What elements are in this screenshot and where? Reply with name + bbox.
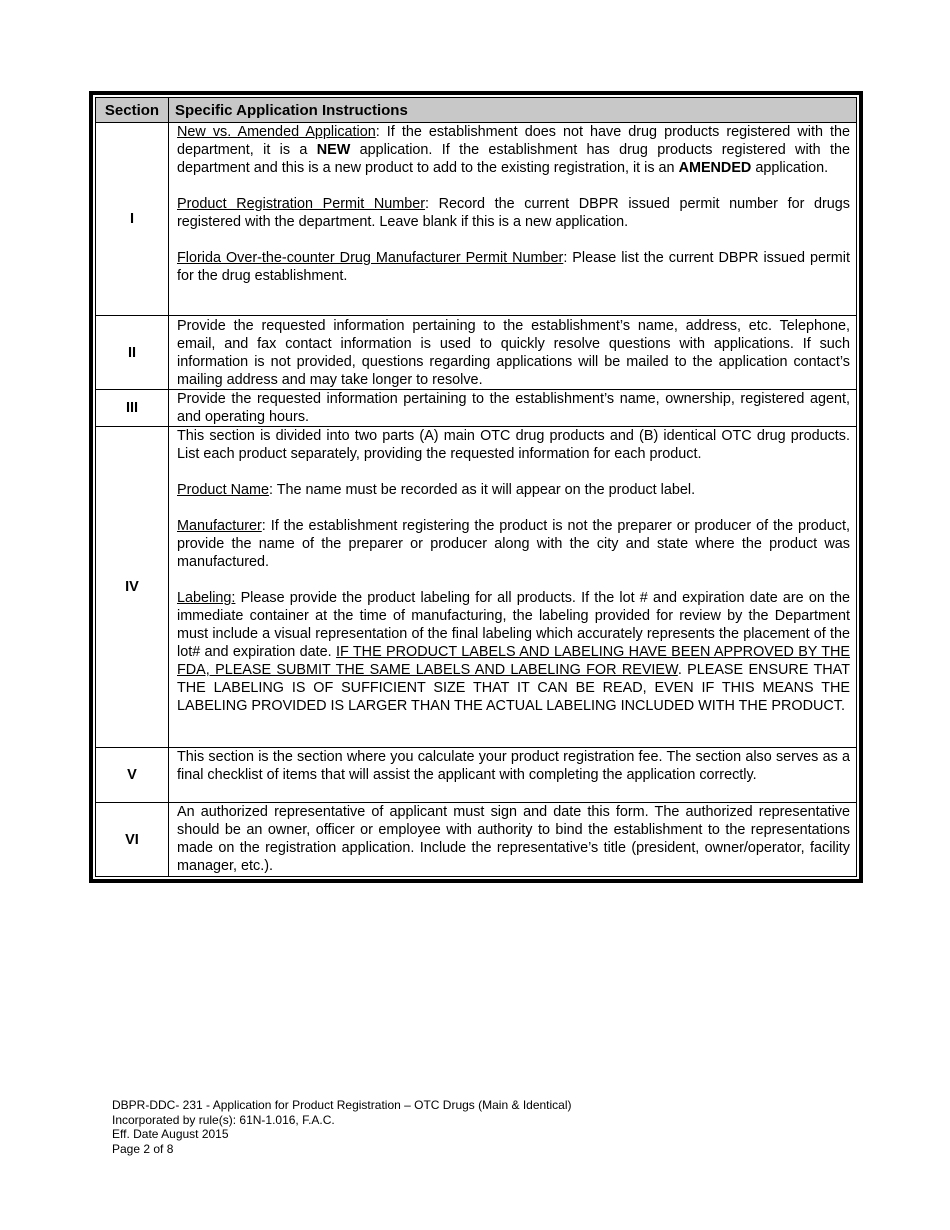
paragraph: This section is divided into two parts (A) main OTC drug products and (B) identical OTC drug products. List each product separately, providing the requested information for each product. bbox=[177, 428, 850, 462]
table-row bbox=[96, 427, 857, 748]
footer-page-number: Page 2 of 8 bbox=[112, 1141, 174, 1156]
bold-term: NEW bbox=[316, 142, 351, 158]
section-instructions bbox=[169, 427, 857, 748]
instructions-table bbox=[95, 97, 857, 877]
header-section: Section bbox=[96, 98, 169, 123]
footer-rule: Incorporated by rule(s): 61N-1.016, F.A.C. bbox=[112, 1112, 335, 1127]
underlined-term: Product Name bbox=[177, 482, 269, 498]
header-instructions: Specific Application Instructions bbox=[169, 98, 857, 123]
table-row bbox=[96, 316, 857, 390]
footer-form-title: DBPR-DDC- 231 - Application for Product Registration – OTC Drugs (Main & Identical) bbox=[112, 1098, 572, 1112]
text: application. If the establishment has drug products registered with the department and this is a new product to add to the existing registration, it is an bbox=[177, 142, 850, 176]
paragraph bbox=[177, 123, 850, 177]
underlined-term: New vs. Amended Application bbox=[177, 124, 376, 140]
underlined-term: Product Registration Permit Number bbox=[177, 196, 426, 212]
text: Please provide the product labeling for all products. If the lot # and expiration date are on the immediate container at the time of manufacturing, the labeling provided for review by the Department must include a visual representation of the final labeling which accurately represents the placement of the lot# and expiration date. bbox=[177, 590, 850, 660]
table-row bbox=[96, 123, 857, 316]
section-label: VI bbox=[96, 803, 169, 877]
table-row bbox=[96, 748, 857, 803]
text: : Please list the current DBPR issued permit for the drug establishment. bbox=[177, 250, 850, 284]
text: : If the establishment does not have drug products registered with the department, it is a bbox=[177, 124, 850, 158]
section-instructions: Provide the requested information pertaining to the establishment’s name, ownership, registered agent, and operating hours. bbox=[169, 390, 857, 427]
form-footer bbox=[112, 1098, 572, 1156]
paragraph bbox=[177, 589, 850, 715]
text: application. bbox=[751, 160, 829, 176]
table-row bbox=[96, 803, 857, 877]
text: : The name must be recorded as it will appear on the product label. bbox=[268, 482, 696, 498]
paragraph bbox=[177, 195, 850, 231]
paragraph bbox=[177, 249, 850, 285]
section-label: I bbox=[96, 123, 169, 316]
section-label: III bbox=[96, 390, 169, 427]
underlined-term: Labeling: bbox=[177, 590, 236, 606]
section-instructions: This section is the section where you calculate your product registration fee. The section also serves as a final checklist of items that will assist the applicant with completing the application correctly. bbox=[169, 748, 857, 803]
section-instructions bbox=[169, 123, 857, 316]
table-row bbox=[96, 390, 857, 427]
table-header-row bbox=[96, 98, 857, 123]
footer-effective-date: Eff. Date August 2015 bbox=[112, 1127, 229, 1141]
text: : Record the current DBPR issued permit number for drugs registered with the department. Leave blank if this is a new application. bbox=[177, 196, 851, 230]
section-label: II bbox=[96, 316, 169, 390]
section-label: V bbox=[96, 748, 169, 803]
paragraph bbox=[177, 517, 850, 571]
paragraph bbox=[177, 481, 850, 499]
section-instructions: An authorized representative of applicant must sign and date this form. The authorized representative should be an owner, officer or employee with authority to bind the establishment to the representations made on the registration application. Include the representative’s title (president, owner/operator, facility manager, etc.). bbox=[169, 803, 857, 877]
section-instructions: Provide the requested information pertaining to the establishment’s name, address, etc. Telephone, email, and fax contact information is used to quickly resolve questions with applications. If such information is not provided, questions regarding applications will be mailed to the application contact’s mailing address and may take longer to resolve. bbox=[169, 316, 857, 390]
instructions-table-frame bbox=[89, 91, 863, 883]
section-label: IV bbox=[96, 427, 169, 748]
text: : If the establishment registering the product is not the preparer or producer of the product, provide the name of the preparer or producer along with the city and state where the product was manufactured. bbox=[177, 518, 850, 570]
bold-term: AMENDED bbox=[678, 160, 752, 176]
underlined-term: IF THE PRODUCT LABELS AND LABELING HAVE BEEN APPROVED BY THE FDA, PLEASE SUBMIT THE SAME LABELS AND LABELING FOR REVIEW bbox=[177, 644, 851, 678]
underlined-term: Florida Over-the-counter Drug Manufacturer Permit Number bbox=[177, 250, 564, 266]
text: . PLEASE ENSURE THAT THE LABELING IS OF SUFFICIENT SIZE THAT IT CAN BE READ, EVEN IF THIS MEANS THE LABELING PROVIDED IS LARGER THAN THE ACTUAL LABELING INCLUDED WITH THE PRODUCT. bbox=[177, 662, 850, 714]
underlined-term: Manufacturer bbox=[177, 518, 262, 534]
